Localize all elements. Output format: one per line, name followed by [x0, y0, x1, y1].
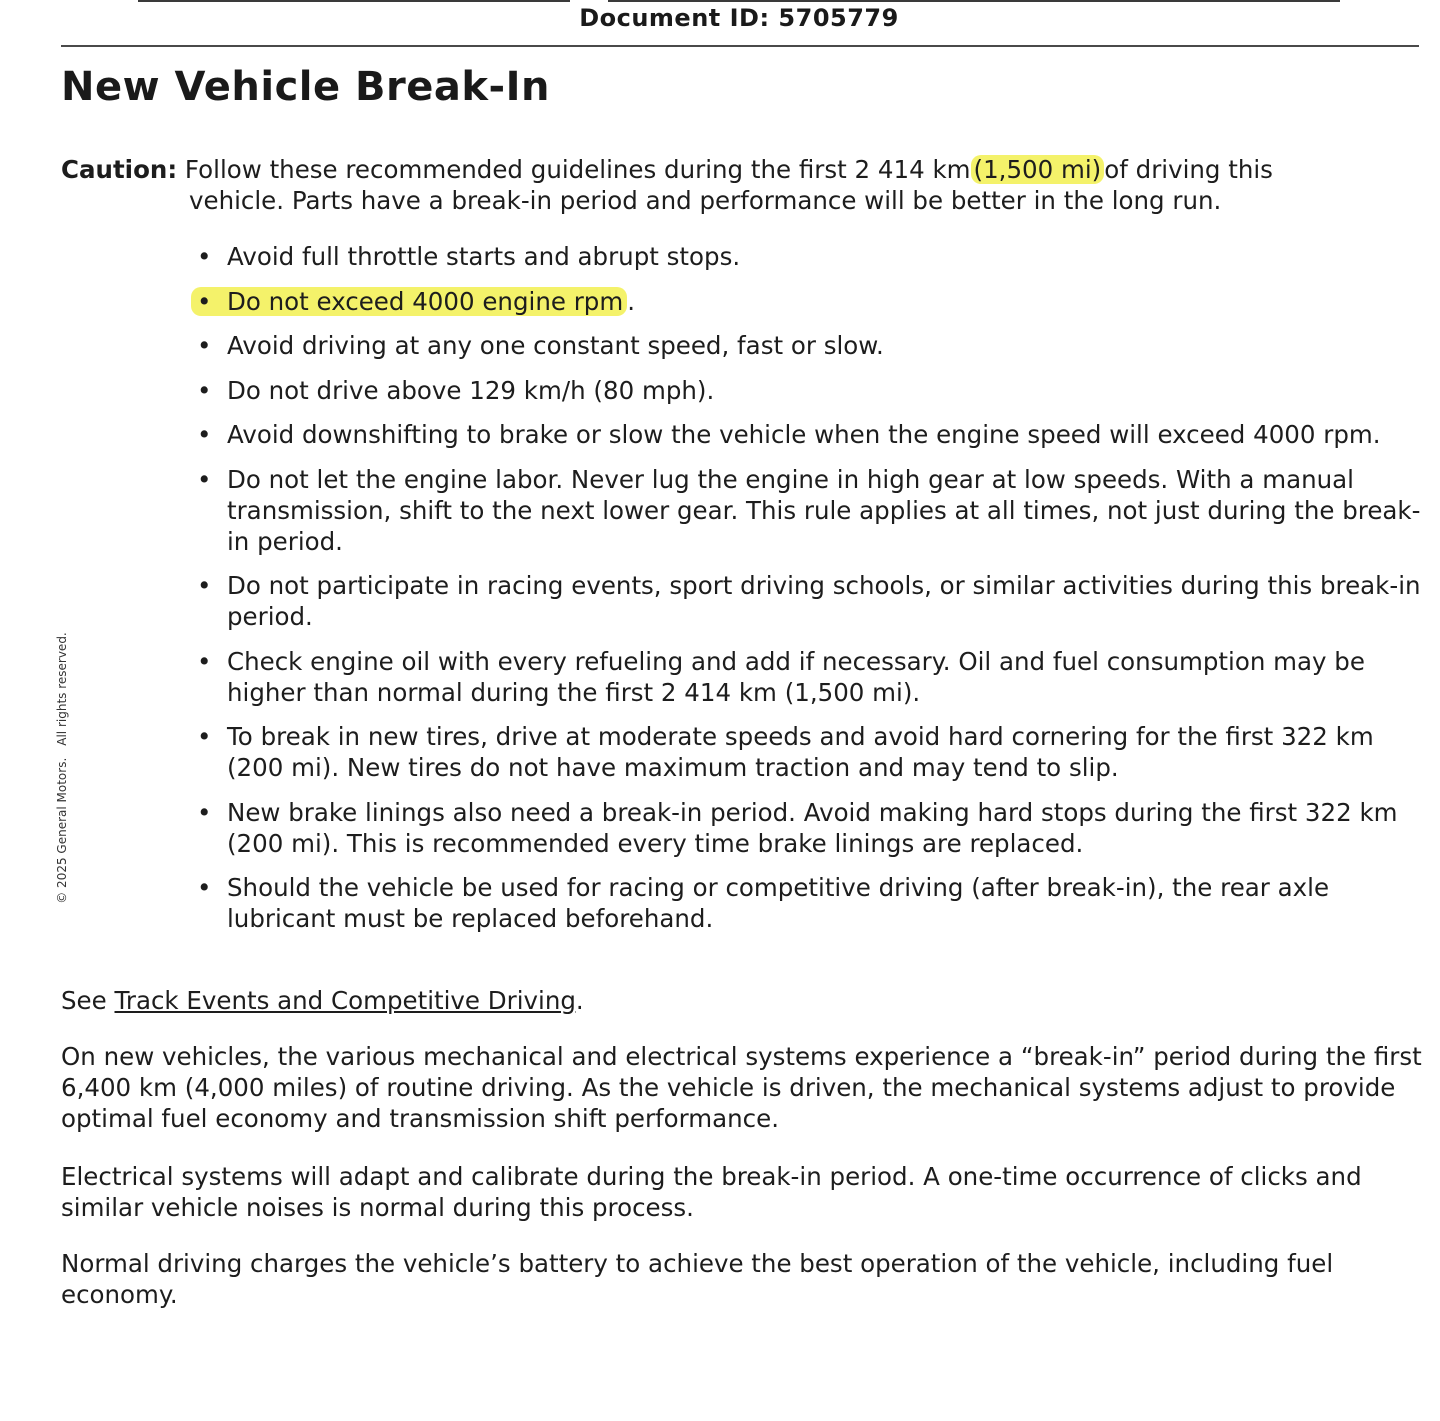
- caution-line-1: [61, 154, 1401, 185]
- list-item-text: Do not let the engine labor. Never lug the engine in high gear at low speeds. With a manual transmission, shift to the next lower gear. This rule applies at all times, not just during the break-in period.: [227, 464, 1421, 556]
- see-also-line: [61, 985, 1431, 1016]
- list-item: [227, 872, 1427, 934]
- paragraph-electrical-systems: Electrical systems will adapt and calibrate during the break-in period. A one-time occurrence of clicks and similar vehicle noises is normal during this process.: [61, 1162, 1362, 1222]
- list-item: [227, 286, 1427, 317]
- list-item: [227, 570, 1427, 632]
- paragraph-battery-charging: Normal driving charges the vehicle’s battery to achieve the best operation of the vehicle, including fuel economy.: [61, 1249, 1334, 1309]
- list-item: [227, 646, 1427, 708]
- list-item: [227, 721, 1427, 783]
- caution-line-2: vehicle. Parts have a break-in period and performance will be better in the long run.: [189, 186, 1222, 215]
- page-title: New Vehicle Break-In: [61, 64, 550, 110]
- caution-text-before: Follow these recommended guidelines during the first 2 414 km: [177, 155, 971, 184]
- list-item-text: Avoid downshifting to brake or slow the vehicle when the engine speed will exceed 4000 rpm.: [227, 420, 1381, 449]
- list-item: [227, 797, 1427, 859]
- copyright-owner: © 2025 General Motors.: [55, 757, 69, 904]
- list-item-text: Do not participate in racing events, sport driving schools, or similar activities during this break-in period.: [227, 571, 1421, 631]
- see-suffix: .: [575, 986, 584, 1015]
- see-prefix: See: [61, 986, 115, 1015]
- list-item-text: Do not drive above 129 km/h (80 mph).: [227, 375, 715, 405]
- list-item: [227, 375, 1427, 406]
- caution-highlighted-distance: (1,500 mi): [971, 155, 1105, 184]
- top-rule-right: [608, 0, 1340, 2]
- caution-text-after: of driving this: [1104, 155, 1273, 184]
- header-divider: [61, 45, 1419, 47]
- list-item: [227, 419, 1427, 450]
- break-in-guidelines-list: [227, 241, 1427, 948]
- document-id: Document ID: 5705779: [579, 4, 899, 32]
- copyright-notice: [55, 632, 69, 904]
- copyright-rights: All rights reserved.: [55, 632, 69, 746]
- list-item-text: Check engine oil with every refueling and add if necessary. Oil and fuel consumption may be higher than normal during the first 2 414 km (1,500 mi).: [227, 646, 1365, 707]
- caution-label: Caution:: [61, 155, 178, 184]
- list-item-text: Should the vehicle be used for racing or competitive driving (after break-in), the rear axle lubricant must be replaced beforehand.: [227, 873, 1330, 933]
- list-item-trailing-period: .: [627, 286, 635, 316]
- list-item-text: To break in new tires, drive at moderate speeds and avoid hard cornering for the first 322 km (200 mi). New tires do not have maximum traction and may tend to slip.: [227, 722, 1374, 782]
- paragraph-mechanical-break-in: On new vehicles, the various mechanical and electrical systems experience a “break-in” period during the first 6,400 km (4,000 miles) of routine driving. As the vehicle is driven, the mechanical systems adjust to provide optimal fuel economy and transmission shift performance.: [61, 1042, 1422, 1133]
- list-item: [227, 330, 1427, 361]
- list-item-text: Avoid full throttle starts and abrupt stops.: [227, 242, 741, 271]
- list-item: [227, 464, 1427, 557]
- top-rule-left: [138, 0, 570, 2]
- list-item-text: Avoid driving at any one constant speed, fast or slow.: [227, 331, 884, 360]
- list-item-text: New brake linings also need a break-in period. Avoid making hard stops during the first 322 km (200 mi). This is recommended every time brake linings are replaced.: [227, 797, 1398, 858]
- list-item: [227, 241, 1427, 272]
- caution-block: [61, 154, 1401, 216]
- list-item-highlighted-text: Do not exceed 4000 engine rpm: [191, 287, 627, 316]
- track-events-link[interactable]: Track Events and Competitive Driving: [114, 986, 576, 1015]
